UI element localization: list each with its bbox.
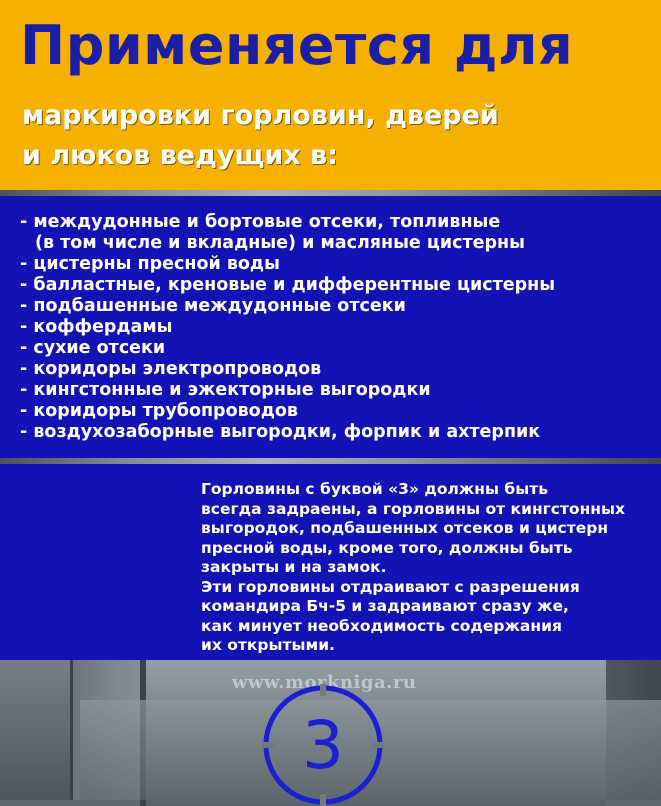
- marker-symbol: 3: [302, 707, 344, 784]
- list-item: - коффердамы: [20, 317, 173, 337]
- note-line: как минует необходимость содержания: [201, 616, 562, 635]
- usage-list-panel: [0, 196, 661, 458]
- watermark: www.morkniga.ru: [232, 672, 417, 693]
- note-line: их открытыми.: [201, 636, 335, 654]
- hatch-marker-3: [262, 684, 384, 806]
- note-line: пресной воды, кроме того, должны быть: [201, 538, 573, 557]
- subtitle: [22, 96, 499, 176]
- note-line: Эти горловины отдраивают с разрешения: [201, 577, 580, 596]
- usage-list: [20, 212, 555, 443]
- list-item: - коридоры электропроводов: [20, 359, 322, 379]
- list-item: - сухие отсеки: [20, 338, 166, 358]
- list-item: - коридоры трубопроводов: [20, 401, 298, 421]
- list-item: - балластные, креновые и дифферентные цистерны: [20, 275, 556, 295]
- subtitle-line: и люков ведущих в:: [22, 140, 338, 171]
- list-item: - воздухозаборные выгородки, форпик и ахтерпик: [20, 422, 541, 442]
- page-title: Применяется для: [20, 14, 574, 77]
- note-panel: [0, 464, 661, 660]
- list-item: - междудонные и бортовые отсеки, топливные: [20, 212, 501, 232]
- background-bulkhead: [0, 640, 73, 800]
- note-line: всегда задраены, а горловины от кингстонных: [201, 499, 626, 518]
- list-item: - подбашенные междудонные отсеки: [20, 296, 406, 316]
- note-text: [201, 480, 651, 656]
- note-line: выгородок, подбашенных отсеков и цистерн: [201, 519, 609, 537]
- header-banner: [0, 0, 661, 190]
- list-item: - кингстонные и эжекторные выгородки: [20, 380, 431, 400]
- note-line: закрыты и на замок.: [201, 558, 387, 576]
- note-line: Горловины с буквой «3» должны быть: [201, 480, 549, 498]
- list-item: (в том числе и вкладные) и масляные цистерны: [35, 233, 525, 253]
- list-item: - цистерны пресной воды: [20, 254, 280, 274]
- subtitle-line: маркировки горловин, дверей: [22, 100, 499, 131]
- note-line: командира Бч-5 и задраивают сразу же,: [201, 597, 569, 615]
